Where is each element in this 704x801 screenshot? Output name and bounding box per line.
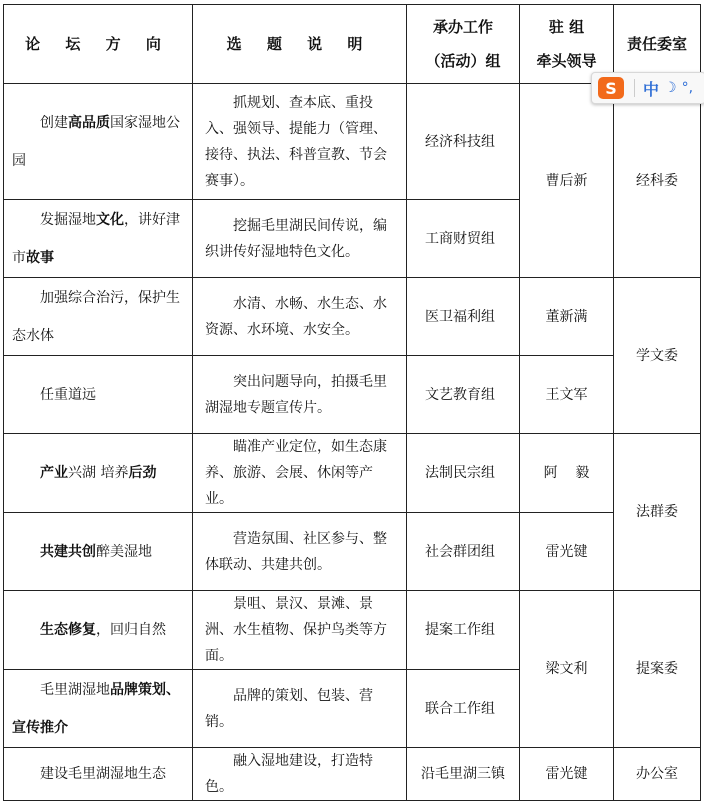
group-cell: 医卫福利组 <box>407 278 520 356</box>
topic-emphasis: 共建共创 <box>40 543 96 560</box>
punctuation-toggle[interactable]: °, <box>681 80 694 96</box>
leader-cell: 雷光键 <box>520 748 614 801</box>
description-cell: 突出问题导向，拍摄毛里湖湿地专题宣传片。 <box>193 356 407 434</box>
sogou-logo-icon[interactable]: S <box>598 77 624 99</box>
group-cell: 联合工作组 <box>407 670 520 748</box>
group-cell: 沿毛里湖三镇 <box>407 748 520 801</box>
topic-cell <box>4 434 193 513</box>
topic-emphasis: 故事 <box>26 249 54 266</box>
committee-cell: 经科委 <box>614 84 701 278</box>
description-cell: 瞄准产业定位，如生态康养、旅游、会展、休闲等产业。 <box>193 434 407 513</box>
topic-text: 毛里湖湿地 <box>40 681 110 698</box>
description-cell: 融入湿地建设，打造特色。 <box>193 748 407 801</box>
header-group-line2: （活动）组 <box>425 52 501 70</box>
table-row <box>4 356 701 434</box>
topic-text: 建设毛里湖湿地生态 <box>40 766 166 782</box>
topic-text: 国家湿地公园 <box>12 114 180 169</box>
moon-icon[interactable]: ☽ <box>664 80 677 96</box>
topic-emphasis: 品牌策划、宣传推介 <box>12 681 180 736</box>
committee-cell: 提案委 <box>614 591 701 748</box>
description-cell: 营造氛围、社区参与、整体联动、共建共创。 <box>193 513 407 591</box>
leader-cell: 阿 毅 <box>520 434 614 513</box>
group-cell: 工商财贸组 <box>407 200 520 278</box>
header-leader-line1: 驻 组 <box>548 18 585 36</box>
topic-emphasis: 产业 <box>40 465 68 481</box>
description-cell: 景咀、景汉、景滩、景洲、水生植物、保护鸟类等方面。 <box>193 591 407 670</box>
group-cell: 经济科技组 <box>407 84 520 200</box>
table-row <box>4 513 701 591</box>
topic-cell <box>4 200 193 278</box>
description-cell: 挖掘毛里湖民间传说，编织讲传好湿地特色文化。 <box>193 200 407 278</box>
committee-cell: 学文委 <box>614 278 701 434</box>
input-mode-toggle[interactable]: 中 <box>643 79 660 99</box>
topic-cell <box>4 591 193 670</box>
topic-text: 兴湖 培养 <box>68 465 129 481</box>
header-description: 选 题 说 明 <box>193 5 407 84</box>
description-cell: 品牌的策划、包装、营销。 <box>193 670 407 748</box>
committee-cell: 法群委 <box>614 434 701 591</box>
topic-emphasis: 高品质 <box>68 114 110 131</box>
topic-text: 加强综合治污，保护生态水体 <box>12 289 180 344</box>
leader-cell: 雷光键 <box>520 513 614 591</box>
topic-cell <box>4 670 193 748</box>
topic-text: ，讲好津市 <box>12 211 180 266</box>
topic-cell <box>4 513 193 591</box>
leader-cell: 梁文利 <box>520 591 614 748</box>
leader-cell: 曹后新 <box>520 84 614 278</box>
topic-text: 创建 <box>40 114 68 131</box>
topic-text: 醉美湿地 <box>96 543 152 560</box>
topic-cell <box>4 356 193 434</box>
group-cell: 社会群团组 <box>407 513 520 591</box>
header-group-line1: 承办工作 <box>432 18 493 36</box>
table-row <box>4 748 701 801</box>
forum-topic-table <box>3 4 701 801</box>
topic-text: ，回归自然 <box>96 622 166 638</box>
table-row <box>4 591 701 670</box>
table-row <box>4 434 701 513</box>
group-cell: 文艺教育组 <box>407 356 520 434</box>
table-row <box>4 278 701 356</box>
leader-cell: 王文军 <box>520 356 614 434</box>
topic-emphasis: 文化 <box>96 211 124 228</box>
topic-cell <box>4 278 193 356</box>
description-cell: 抓规划、查本底、重投入、强领导、提能力（管理、接待、执法、科普宣教、节会赛事）。 <box>193 84 407 200</box>
topic-text: 发掘湿地 <box>40 211 96 228</box>
header-leader-line2: 牵头领导 <box>536 52 597 70</box>
committee-cell: 办公室 <box>614 748 701 801</box>
header-direction: 论 坛 方 向 <box>4 5 193 84</box>
topic-emphasis: 后劲 <box>128 465 157 481</box>
topic-emphasis: 生态修复 <box>40 622 96 638</box>
divider <box>634 79 635 97</box>
topic-cell <box>4 84 193 200</box>
ime-toolbar[interactable] <box>591 72 704 104</box>
topic-cell <box>4 748 193 801</box>
topic-text: 任重道远 <box>40 386 96 403</box>
header-committee: 责任委室 <box>614 5 701 84</box>
group-cell: 提案工作组 <box>407 591 520 670</box>
header-group <box>407 5 520 84</box>
leader-cell: 董新满 <box>520 278 614 356</box>
group-cell: 法制民宗组 <box>407 434 520 513</box>
description-cell: 水清、水畅、水生态、水资源、水环境、水安全。 <box>193 278 407 356</box>
